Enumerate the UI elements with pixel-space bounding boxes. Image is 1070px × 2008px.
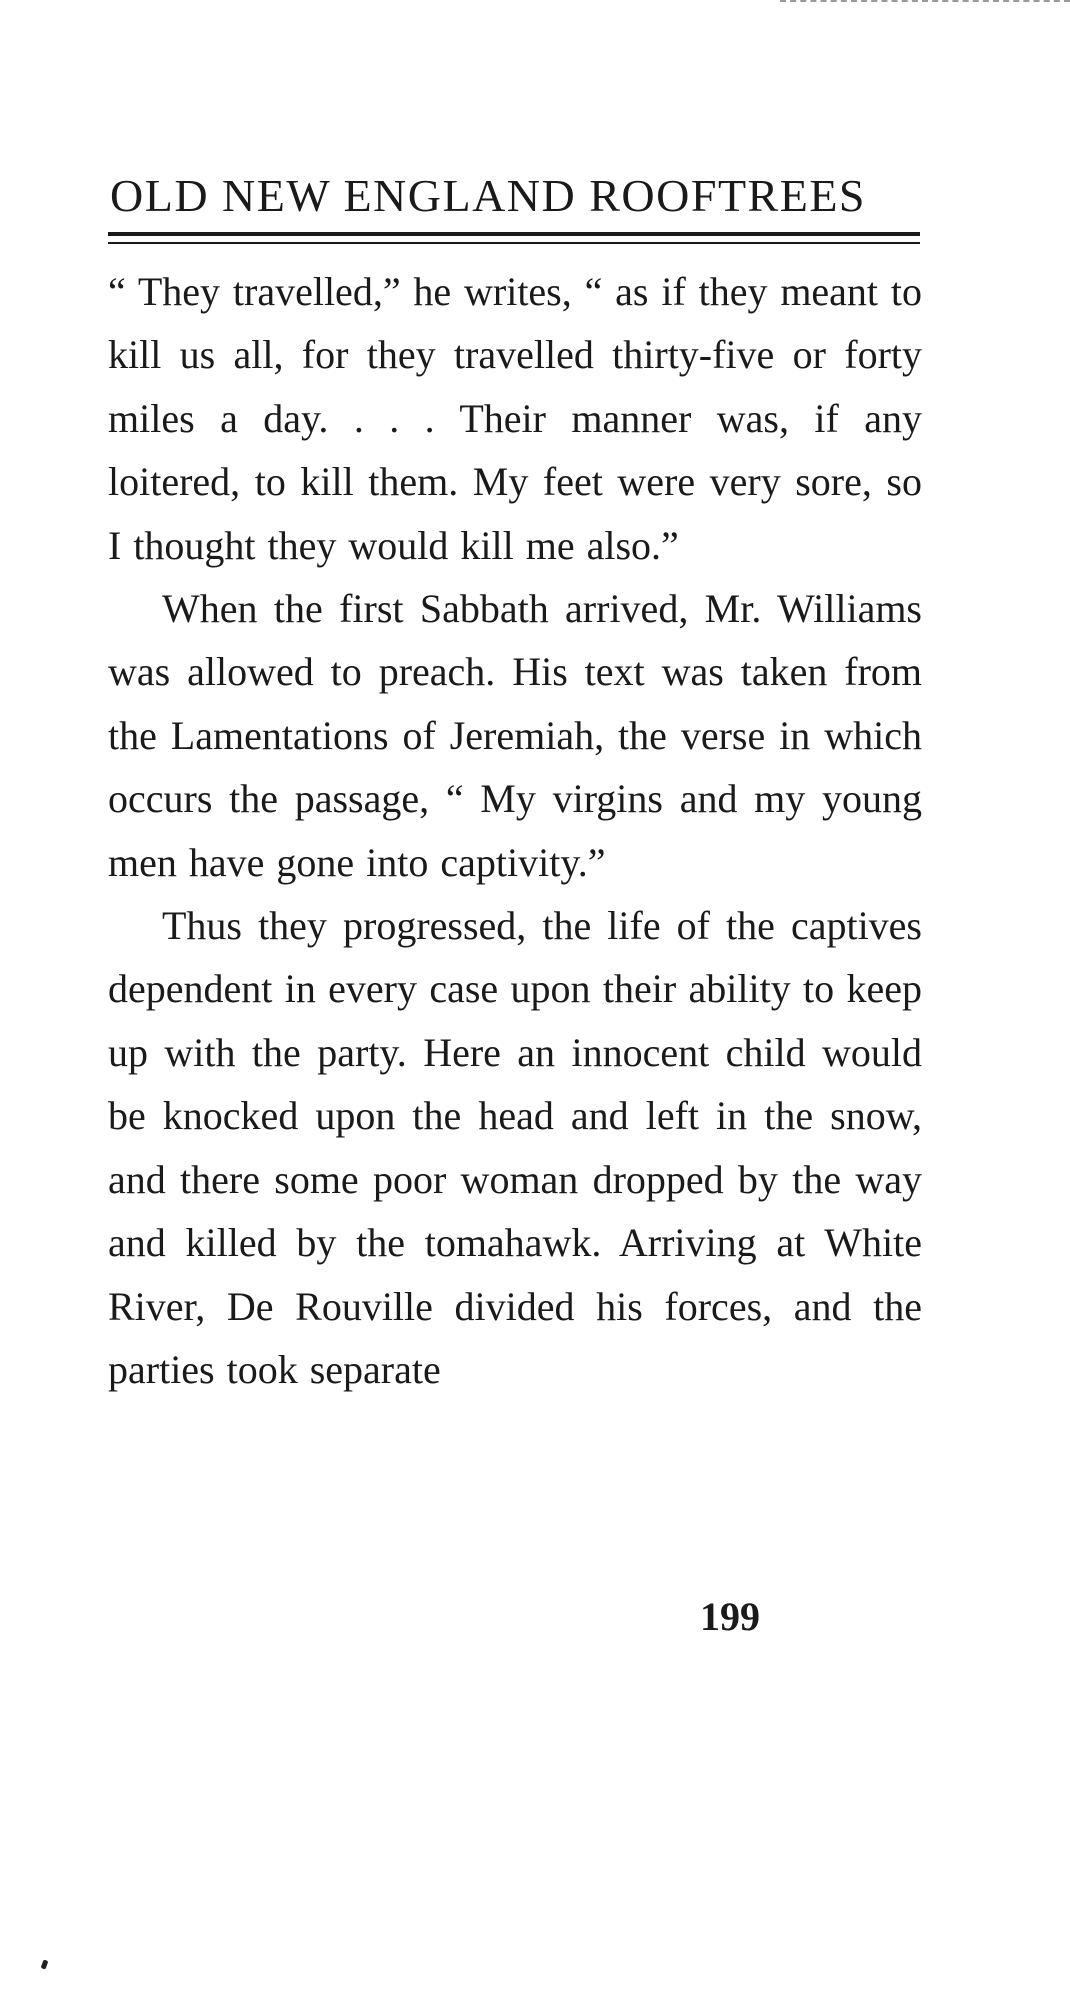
body-text — [108, 260, 922, 1401]
header-rule-thick — [108, 232, 920, 236]
scan-edge-mark — [780, 0, 1070, 5]
paragraph-quote: “ They travelled,” he writes, “ as if they meant to kill us all, for they travelled thirty-five or forty miles a day. . . . Their manner was, if any loitered, to kill them. My feet were very sore, so I thought they would kill me also.” — [108, 269, 922, 568]
page-number: 199 — [700, 1594, 760, 1639]
header-rule-thin — [108, 242, 920, 244]
running-head: OLD NEW ENGLAND ROOFTREES — [110, 170, 867, 221]
paragraph-progress: Thus they progressed, the life of the captives dependent in every case upon their ability to keep up with the party. Here an innocent child would be knocked upon the head and left in the snow, and there some poor woman dropped by the way and killed by the tomahawk. Arriving at White River, De Rouville divided his forces, and the parties took separate — [108, 903, 922, 1392]
paragraph-sabbath: When the first Sabbath arrived, Mr. Williams was allowed to preach. His text was taken from the Lamentations of Jeremiah, the verse in which occurs the passage, “ My virgins and my young men have gone into captivity.” — [108, 586, 922, 885]
scan-speck — [41, 1959, 49, 1969]
